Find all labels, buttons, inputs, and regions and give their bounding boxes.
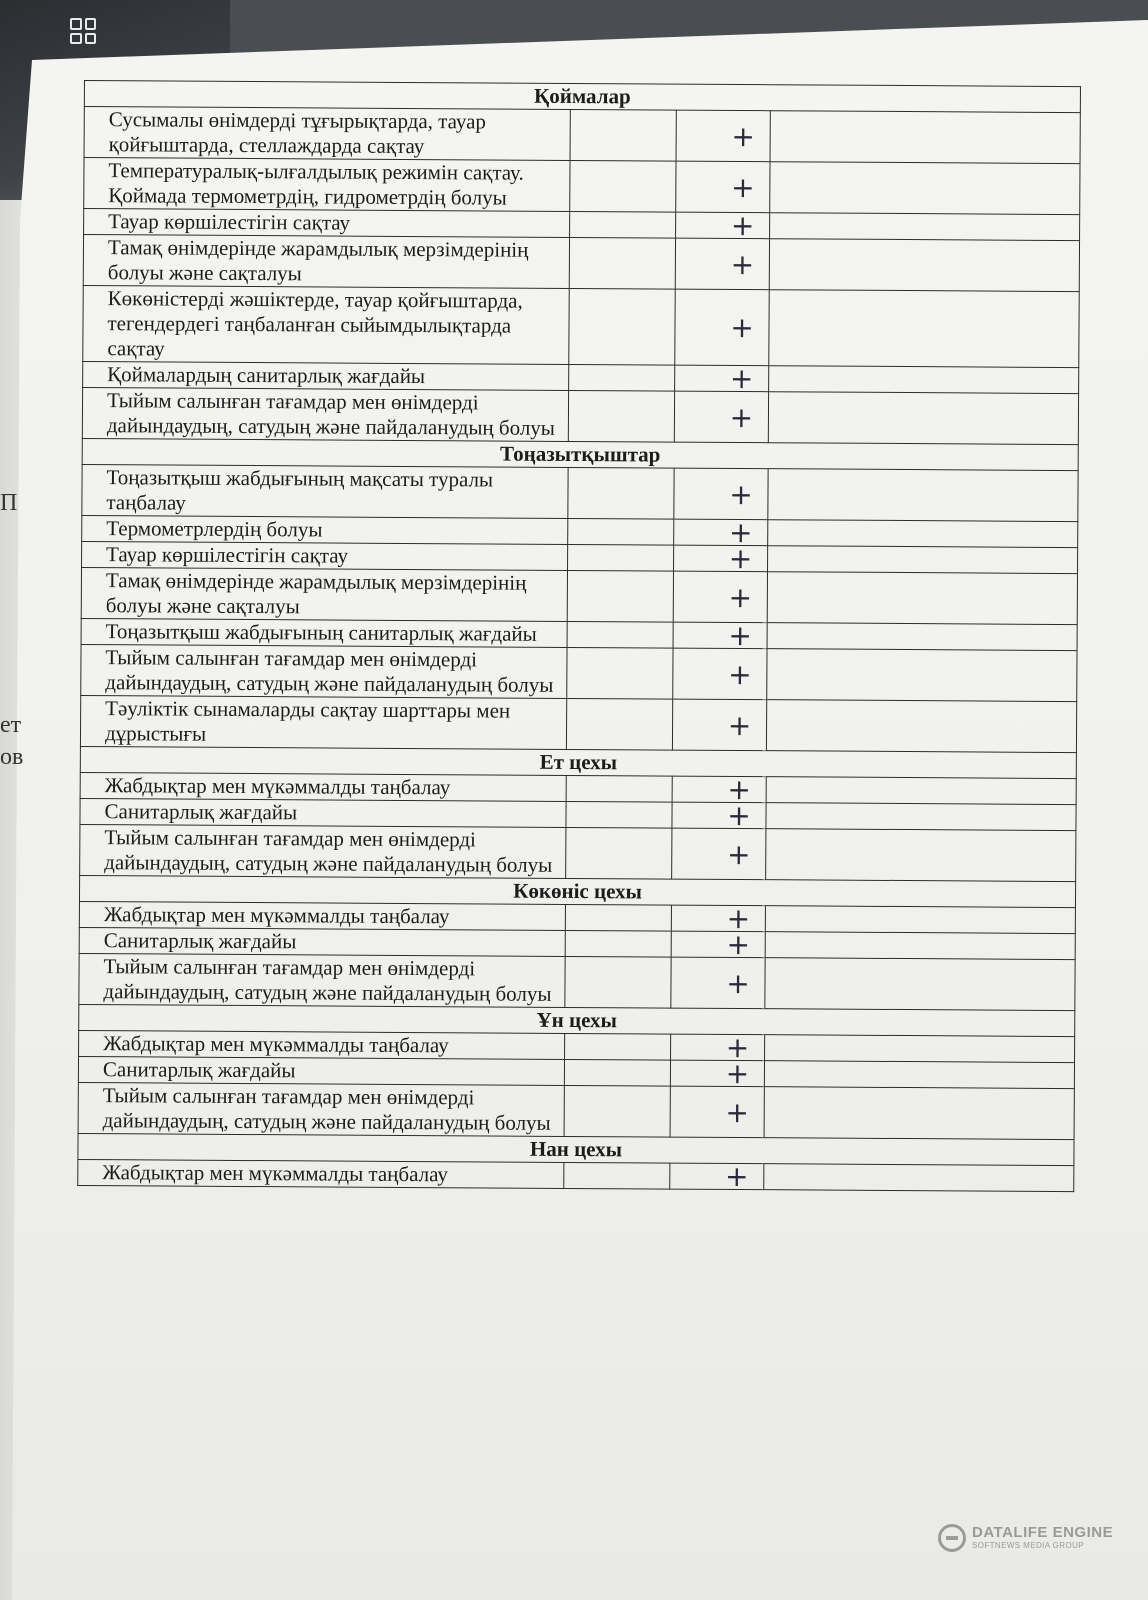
table-row (82, 387, 1078, 444)
empty-cell (570, 160, 676, 212)
empty-cell (770, 111, 1080, 164)
empty-cell (766, 700, 1076, 753)
empty-cell (765, 906, 1075, 934)
edge-fragment: ов (0, 744, 24, 770)
empty-cell (766, 829, 1076, 882)
table-row (80, 824, 1076, 881)
criterion-text: Тыйым салынған тағамдар мен өнімдерді дайындаудың, сатудың және пайдаланудың болуы (80, 824, 566, 878)
check-mark: + (672, 802, 766, 829)
empty-cell (570, 109, 676, 161)
criterion-text: Температуралық-ылғалдылық режимін сақтау. Қоймада термометрдің, гидрометрдің болуы (84, 158, 570, 212)
check-mark: + (673, 622, 767, 649)
empty-cell (770, 162, 1080, 215)
criterion-text: Жабдықтар мен мүкәммалды таңбалау (78, 1159, 564, 1188)
criterion-text: Тауар көршілестігін сақтау (82, 541, 568, 570)
criterion-text: Тоңазытқыш жабдығының мақсаты туралы таңбалау (82, 464, 568, 518)
criterion-text: Тамақ өнімдерінде жарамдылық мерзімдерінің болуы және сақталуы (83, 235, 569, 289)
check-mark: + (671, 931, 765, 958)
criterion-text: Қоймалардың санитарлық жағдайы (83, 361, 569, 390)
empty-cell (568, 518, 674, 545)
empty-cell (564, 1085, 670, 1137)
criterion-text: Тауар көршілестігін сақтау (84, 209, 570, 238)
empty-cell (768, 546, 1078, 574)
check-mark: + (670, 1086, 764, 1138)
empty-cell (565, 956, 671, 1008)
empty-cell (566, 698, 672, 750)
check-mark: + (671, 957, 765, 1009)
table-row (82, 464, 1078, 521)
empty-cell (768, 520, 1078, 548)
criterion-text: Санитарлық жағдайы (80, 798, 566, 827)
empty-cell (567, 647, 673, 699)
empty-cell (566, 775, 672, 802)
inspection-checklist-table (77, 80, 1081, 1192)
criterion-text: Тыйым салынған тағамдар мен өнімдерді дайындаудың, сатудың және пайдаланудың болуы (81, 644, 567, 698)
check-mark: + (670, 1060, 764, 1087)
section-title: Көкөніс цехы (79, 875, 1075, 907)
empty-cell (766, 777, 1076, 805)
criterion-text: Жабдықтар мен мүкәммалды таңбалау (79, 1030, 565, 1059)
empty-cell (564, 1162, 670, 1189)
empty-cell (769, 290, 1079, 368)
table-row (78, 1159, 1074, 1191)
section-title: Ет цехы (80, 746, 1076, 778)
check-mark: + (671, 1034, 765, 1061)
table-row (84, 158, 1080, 215)
empty-cell (764, 1061, 1074, 1089)
empty-cell (767, 572, 1077, 625)
empty-cell (569, 364, 675, 391)
criterion-text: Сусымалы өнімдерді тұғырықтарда, тауар қойғыштарда, стеллаждарда сақтау (84, 107, 570, 161)
table-row (81, 567, 1077, 624)
check-mark: + (672, 828, 766, 880)
empty-cell (569, 288, 675, 365)
check-mark: + (676, 110, 770, 162)
empty-cell (769, 239, 1079, 292)
datalife-logo-icon (938, 1524, 966, 1552)
empty-cell (569, 237, 675, 289)
check-mark: + (675, 365, 769, 392)
check-mark: + (673, 571, 767, 623)
empty-cell (567, 621, 673, 648)
section-title: Тоңазытқыштар (82, 438, 1078, 470)
table-row (78, 1082, 1074, 1139)
empty-cell (769, 366, 1079, 394)
check-mark: + (672, 776, 766, 803)
empty-cell (764, 1164, 1074, 1192)
check-mark: + (674, 468, 768, 520)
criterion-text: Тәуліктік сынамаларды сақтау шарттары мен дұрыстығы (80, 695, 566, 749)
edge-fragment: ет (0, 712, 22, 738)
table-row (83, 235, 1079, 292)
edge-fragment: П (0, 490, 18, 516)
empty-cell (767, 649, 1077, 702)
section-title: Ұн цехы (79, 1004, 1075, 1036)
empty-cell (566, 801, 672, 828)
check-mark: + (672, 699, 766, 751)
empty-cell (765, 932, 1075, 960)
empty-cell (768, 469, 1078, 522)
criterion-text: Тыйым салынған тағамдар мен өнімдерді дайындаудың, сатудың және пайдаланудың болуы (82, 387, 568, 441)
criterion-text: Тамақ өнімдерінде жарамдылық мерзімдерінің болуы және сақталуы (81, 567, 567, 621)
empty-cell (767, 623, 1077, 651)
check-mark: + (675, 238, 769, 290)
check-mark: + (675, 289, 769, 366)
table-row (83, 285, 1079, 367)
empty-cell (770, 213, 1080, 241)
criterion-text: Жабдықтар мен мүкәммалды таңбалау (79, 901, 565, 930)
table-row (79, 953, 1075, 1010)
empty-cell (568, 467, 674, 519)
empty-cell (766, 803, 1076, 831)
empty-cell (565, 904, 671, 931)
empty-cell (765, 958, 1075, 1011)
empty-cell (570, 211, 676, 238)
check-mark: + (674, 519, 768, 546)
empty-cell (565, 1033, 671, 1060)
check-mark: + (674, 545, 768, 572)
empty-cell (568, 390, 674, 442)
empty-cell (564, 1059, 670, 1086)
watermark-title: DATALIFE ENGINE (972, 1524, 1114, 1541)
empty-cell (768, 392, 1078, 445)
table-row (84, 107, 1080, 164)
check-mark: + (673, 648, 767, 700)
criterion-text: Тыйым салынған тағамдар мен өнімдерді дайындаудың, сатудың және пайдаланудың болуы (78, 1082, 564, 1136)
criterion-text: Тоңазытқыш жабдығының санитарлық жағдайы (81, 618, 567, 647)
check-mark: + (674, 391, 768, 443)
check-mark: + (676, 212, 770, 239)
criterion-text: Тыйым салынған тағамдар мен өнімдерді дайындаудың, сатудың және пайдаланудың болуы (79, 953, 565, 1007)
window-grid-icon (70, 18, 96, 44)
criterion-text: Термометрлердің болуы (82, 515, 568, 544)
criterion-text: Көкөністерді жәшіктерде, тауар қойғыштарда, тегендердегі таңбаланған сыйымдылықтарда сақтау (83, 285, 569, 364)
check-mark: + (676, 161, 770, 213)
empty-cell (764, 1087, 1074, 1140)
empty-cell (565, 930, 671, 957)
empty-cell (567, 570, 673, 622)
table-row (81, 644, 1077, 701)
criterion-text: Санитарлық жағдайы (78, 1056, 564, 1085)
table-row (80, 695, 1076, 752)
empty-cell (566, 827, 672, 879)
watermark-subtitle: SOFTNEWS MEDIA GROUP (972, 1541, 1085, 1550)
watermark (938, 1524, 1113, 1552)
section-title: Қоймалар (84, 81, 1080, 113)
check-mark: + (671, 905, 765, 932)
criterion-text: Жабдықтар мен мүкәммалды таңбалау (80, 772, 566, 801)
check-mark: + (670, 1163, 764, 1190)
criterion-text: Санитарлық жағдайы (79, 927, 565, 956)
section-title: Нан цехы (78, 1133, 1074, 1165)
empty-cell (765, 1035, 1075, 1063)
empty-cell (568, 544, 674, 571)
